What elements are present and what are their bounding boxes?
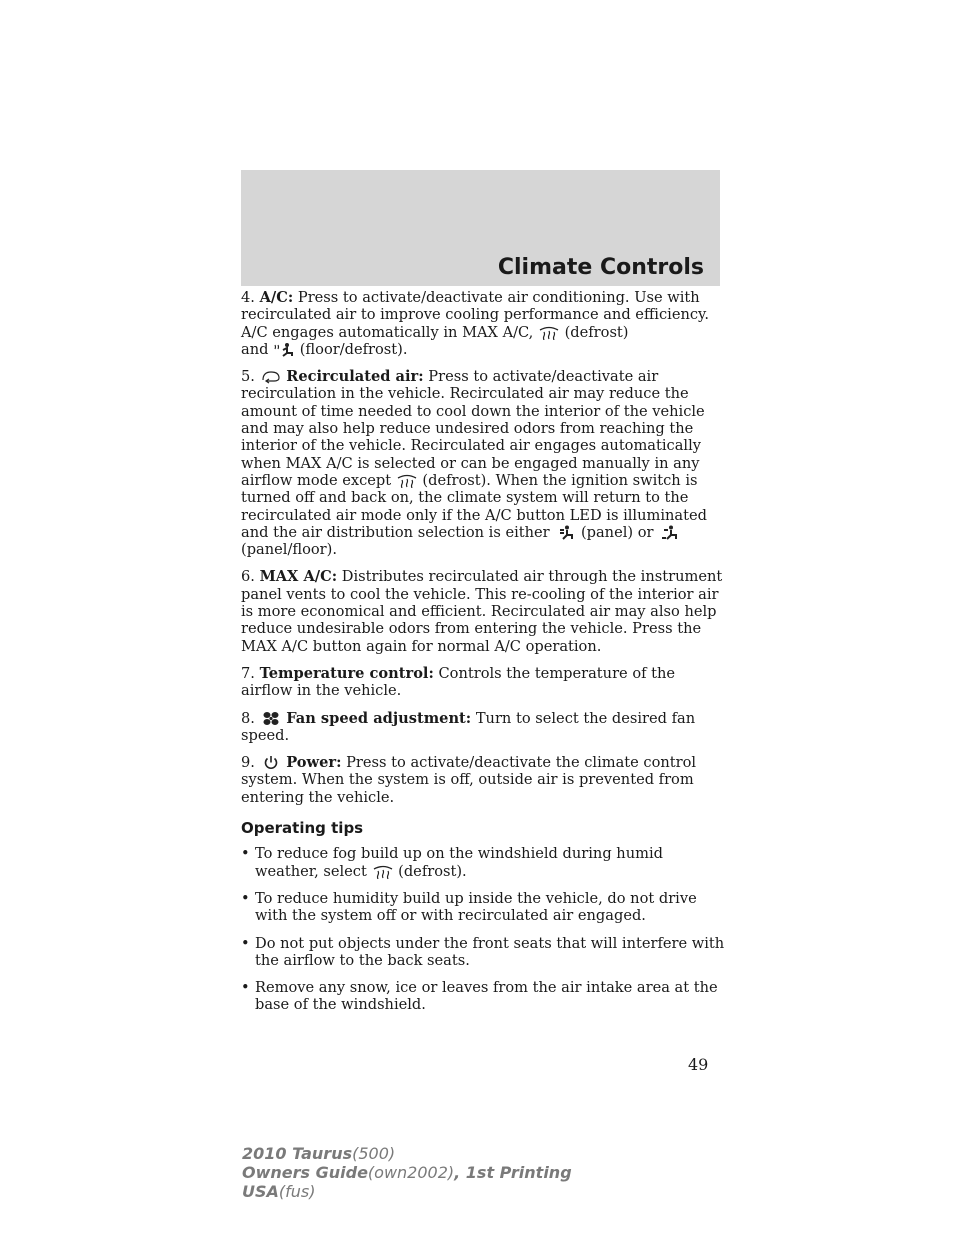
tip-item: • Remove any snow, ice or leaves from the air intake area at the base of the windshield. — [241, 979, 718, 1014]
item-ac: 4. A/C: Press to activate/deactivate air conditioning. Use with recirculated air to improve cooling performance and efficiency. A/C engages automatically in MAX A/C, (defrost) and (floor/defrost). — [241, 289, 709, 358]
section-title: Climate Controls — [497, 255, 704, 280]
item-text: Controls the temperature of the airflow in the vehicle. — [241, 664, 676, 700]
item-text: Press to activate/deactivate the climate control system. When the system is off, outside air is prevented from entering the vehicle. — [241, 754, 697, 806]
item-number: 8. — [241, 709, 255, 727]
item-number: 9. — [241, 754, 255, 772]
item-recirculated-air: 5. Recirculated air: Press to activate/deactivate air recirculation in the vehicle. Recirculated air may reduce the amount of time needed to cool down the interior of the vehicle and may also help reduce undesired odors from reaching the interior of the vehicle. Recirculated air engages automatically when MAX A/C is selected or can be engaged manually in any airflow mode except (defrost). When the ignition switch is turned off and back on, the climate system will return to the recirculated air mode only if the A/C button LED is illuminated and the air distribution selection is either (panel) or (panel/floor). — [241, 368, 707, 559]
item-number: 5. — [241, 368, 255, 386]
footer — [242, 1144, 572, 1201]
footer-line-1: 2010 Taurus(500) — [242, 1144, 396, 1163]
item-label: Power: — [286, 754, 342, 772]
item-label: A/C: — [259, 289, 294, 306]
item-text: Press to activate/deactivate air recirculation in the vehicle. Recirculated air may reduce the amount of time needed to cool down the interior of the vehicle and may also help reduce undesired odors from reaching the interior of the vehicle. Recirculated air engages automatically when MAX A/C is selected or can be engaged manually in any airflow mode except — [241, 368, 705, 489]
floor-defrost-icon — [273, 342, 295, 357]
bullet-icon: • — [241, 889, 250, 907]
bullet-icon: • — [241, 934, 250, 952]
recirculation-icon — [260, 369, 282, 384]
bullet-icon: • — [241, 979, 250, 997]
item-temperature-control — [241, 665, 731, 700]
item-text: Distributes recirculated air through the instrument panel vents to cool the vehicle. This re-cooling of the interior air is more economical and efficient. Recirculated air may also help reduce undesirable odors from entering the vehicle. Press the MAX A/C button again for normal A/C operation. — [241, 568, 723, 655]
footer-line-2: Owners Guide(own2002), 1st Printing — [242, 1163, 572, 1182]
item-number: 7. — [241, 664, 255, 682]
item-label: Temperature control: — [259, 664, 434, 682]
item-power — [241, 754, 731, 806]
page-content — [241, 289, 731, 1024]
page-number: 49 — [688, 1055, 709, 1074]
item-text: Turn to select the desired fan speed. — [241, 709, 696, 744]
item-label: MAX A/C: — [259, 568, 338, 586]
defrost-icon — [538, 325, 560, 340]
power-icon — [260, 755, 282, 770]
panel-icon — [554, 525, 576, 540]
panel-floor-icon — [658, 525, 680, 540]
defrost-icon — [372, 864, 394, 879]
tip-item: • To reduce fog build up on the windshield during humid weather, select (defrost). — [241, 845, 663, 880]
section-header-band — [241, 170, 720, 286]
item-number: 4. — [241, 289, 255, 306]
item-max-ac — [241, 568, 731, 654]
item-text: Press to activate/deactivate air conditioning. Use with recirculated air to improve cooling performance and efficiency. A/C engages automatically in MAX A/C, — [241, 289, 709, 341]
operating-tips-heading: Operating tips — [241, 819, 364, 838]
fan-icon — [260, 711, 282, 726]
item-label: Recirculated air: — [286, 368, 424, 386]
bullet-icon: • — [241, 845, 250, 863]
item-fan-speed — [241, 710, 731, 745]
tip-item: • Do not put objects under the front seats that will interfere with the airflow to the back seats. — [241, 934, 725, 969]
defrost-icon — [396, 473, 418, 488]
tip-item: • To reduce humidity build up inside the vehicle, do not drive with the system off or with recirculated air engaged. — [241, 889, 697, 925]
footer-line-3: USA(fus) — [242, 1182, 316, 1201]
item-number: 6. — [241, 568, 255, 586]
item-label: Fan speed adjustment: — [286, 709, 472, 727]
